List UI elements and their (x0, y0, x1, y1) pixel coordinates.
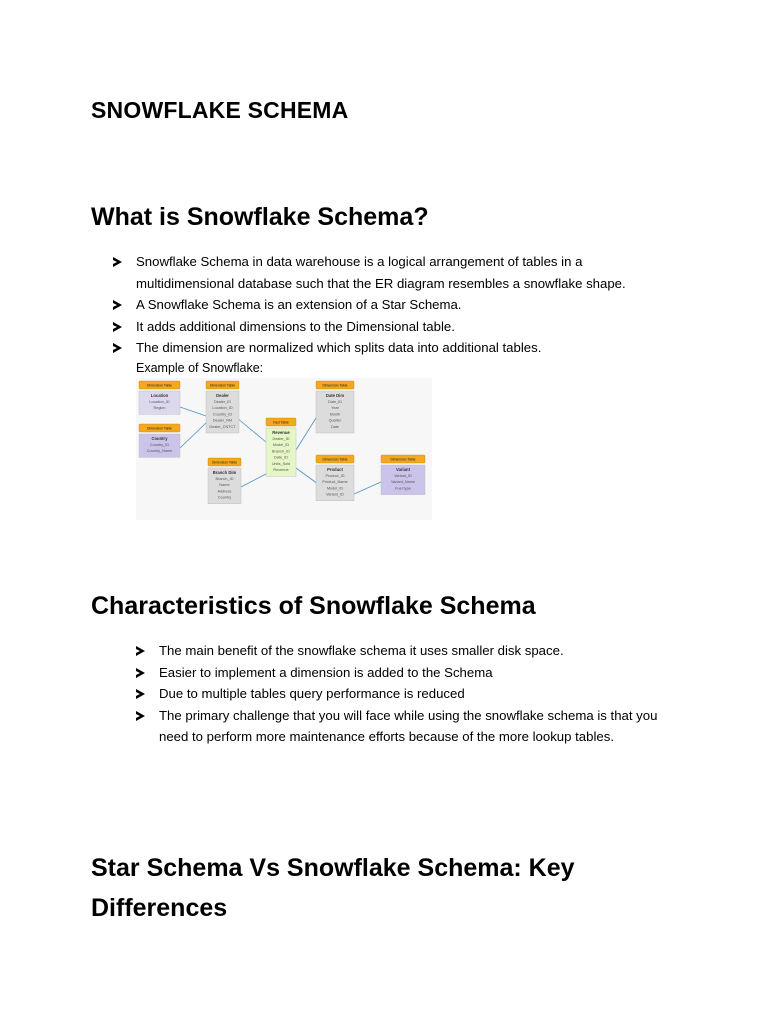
table-field: Dealer_ID (272, 437, 290, 441)
table-field: Revenue (273, 468, 289, 472)
table-field: Branch_ID (215, 477, 234, 481)
diagram-table (381, 455, 425, 495)
table-field: Dealer_CNTCT (209, 424, 236, 429)
table-field: Country_ID (212, 412, 233, 417)
table-field: Location_ID (149, 400, 170, 404)
table-title: Country (151, 436, 168, 441)
diagram-table (208, 458, 241, 504)
bullet-item (113, 337, 673, 359)
table-field: Variant_ID (394, 474, 412, 478)
table-title: Revenue (272, 430, 290, 435)
table-field: Address (217, 489, 232, 494)
table-field: Dealer_ID (213, 400, 232, 404)
table-field: Date_ID (328, 400, 342, 404)
table-title: Location (150, 393, 169, 398)
diagram-table (139, 424, 180, 457)
arrow-bullet-icon (136, 711, 145, 721)
table-field: Fuel type (395, 486, 411, 491)
table-field: Year (331, 406, 339, 411)
table-title: Variant (396, 467, 410, 472)
table-field: Region (153, 406, 166, 411)
table-header-label: Dimension Table (322, 457, 348, 462)
bullet-item (136, 683, 676, 705)
bullet-item (113, 251, 673, 294)
bullet-item (136, 640, 676, 662)
table-field: Country (217, 495, 232, 500)
table-field: Product_Name (322, 480, 348, 485)
bullet-text: It adds additional dimensions to the Dimensional table. (136, 318, 455, 334)
section-heading-star-vs-snowflake: Star Schema Vs Snowflake Schema: Key Differences (91, 854, 575, 922)
table-field: Date_ID (274, 455, 288, 460)
bullet-text: Due to multiple tables query performance is reduced (159, 686, 465, 702)
table-field: Product_ID (325, 474, 345, 478)
bullet-text: Snowflake Schema in data warehouse is a logical arrangement of tables in a multidimensional database such that the ER diagram resembles a snowflake shape. (136, 254, 626, 291)
table-title: Dealer (216, 393, 229, 398)
table-field: Variant_Name (391, 480, 415, 485)
table-field: Country_ID (149, 443, 170, 447)
table-title: Date Dim (325, 393, 345, 398)
bullet-item (113, 316, 673, 338)
table-title: Branch Dim (212, 470, 237, 475)
page-title: SNOWFLAKE SCHEMA (91, 97, 349, 123)
section-heading-characteristics: Characteristics of Snowflake Schema (91, 592, 536, 620)
table-field: Model_ID (272, 443, 290, 448)
what-is-bullet-list (113, 251, 673, 359)
bullet-text: The main benefit of the snowflake schema it uses smaller disk space. (159, 643, 564, 658)
table-header-label: Dimension Table (146, 383, 173, 388)
table-field: Branch_ID (272, 449, 290, 454)
table-header-label: Dimension Table (390, 457, 416, 462)
arrow-bullet-icon (113, 322, 122, 332)
diagram-table (316, 455, 354, 501)
table-title: Product (327, 467, 343, 472)
bullet-text: A Snowflake Schema is an extension of a Star Schema. (136, 297, 462, 313)
characteristics-bullet-list (136, 640, 676, 748)
table-header-label: Dimension Table (211, 460, 238, 465)
arrow-bullet-icon (136, 689, 145, 699)
table-header-label: Dimension Table (322, 383, 348, 388)
table-field: Quarter (328, 418, 342, 423)
table-header-label: Dimension Table (146, 426, 173, 431)
section-heading-what-is: What is Snowflake Schema? (91, 203, 429, 231)
table-header-label: Dimension Table (209, 383, 236, 388)
arrow-bullet-icon (113, 257, 122, 267)
diagram-table (316, 381, 354, 433)
bullet-item (113, 294, 673, 316)
bullet-text: The primary challenge that you will face while using the snowflake schema is that you need to perform more maintenance efforts because of the more lookup tables. (159, 707, 658, 745)
arrow-bullet-icon (113, 343, 122, 353)
diagram-table (139, 381, 180, 414)
arrow-bullet-icon (136, 646, 145, 656)
table-field: Name (219, 483, 230, 488)
example-label: Example of Snowflake: (136, 361, 264, 375)
snowflake-schema-diagram (136, 378, 432, 520)
table-field: Country_Name (146, 449, 173, 454)
table-field: Units_Sold (271, 461, 291, 466)
table-field: Dealer_NM (212, 418, 233, 423)
table-header-label: Fact Table (273, 420, 289, 425)
table-field: Date (330, 424, 340, 429)
arrow-bullet-icon (113, 300, 122, 310)
bullet-text: Easier to implement a dimension is added to the Schema (159, 664, 493, 680)
bullet-text: The dimension are normalized which splits data into additional tables. (136, 340, 542, 356)
arrow-bullet-icon (136, 668, 145, 678)
table-field: Variant_ID (326, 492, 344, 497)
bullet-item (136, 662, 676, 684)
table-field: Month (329, 412, 341, 417)
diagram-table (206, 381, 239, 433)
table-field: Model_ID (326, 486, 344, 491)
bullet-item (136, 705, 676, 748)
table-field: Location_ID (212, 406, 233, 411)
